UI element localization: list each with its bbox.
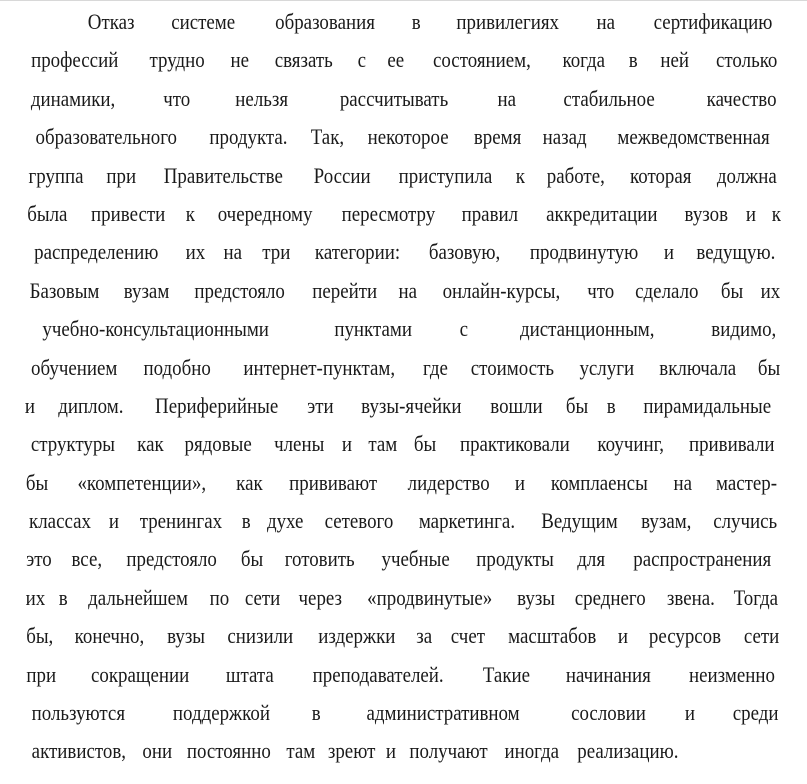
- text-line: и диплом. Периферийные эти вузы-ячейки вошли бы в пирамидальные: [24, 392, 772, 418]
- text-line: бы, конечно, вузы снизили издержки за счет масштабов и ресурсов сети: [26, 623, 779, 649]
- text-line: динамики, что нельзя рассчитывать на стабильное качество: [30, 85, 777, 111]
- text-line: их в дальнейшем по сети через «продвинутые» вузы среднего звена. Тогда: [25, 584, 779, 610]
- text-line: активистов, они постоянно там зреют и получают иногда реализацию.: [31, 738, 679, 764]
- body-paragraph: [24, 3, 782, 771]
- text-line: обучением подобно интернет-пунктам, где стоимость услуги включала бы: [31, 354, 781, 380]
- text-line: профессий трудно не связать с ее состоянием, когда в ней столько: [31, 47, 778, 73]
- text-line: Отказ системе образования в привилегиях на сертификацию: [87, 9, 773, 34]
- text-line: учебно-консультационными пунктами с дистанционным, видимо,: [42, 316, 777, 342]
- text-line: классах и тренингах в духе сетевого маркетинга. Ведущим вузам, случись: [29, 508, 777, 534]
- text-line: Базовым вузам предстояло перейти на онлайн-курсы, что сделало бы их: [29, 277, 781, 303]
- text-line: при сокращении штата преподавателей. Такие начинания неизменно: [26, 661, 775, 687]
- text-line: образовательного продукта. Так, некоторое время назад межведомственная: [35, 124, 770, 150]
- text-line: группа при Правительстве России приступила к работе, которая должна: [28, 162, 778, 188]
- text-line: пользуются поддержкой в административном сословии и среди: [31, 700, 779, 726]
- text-line: это все, предстояло бы готовить учебные продукты для распространения: [26, 546, 771, 572]
- text-line: распределению их на три категории: базовую, продвинутую и ведущую.: [34, 239, 776, 265]
- text-line: была привести к очередному пересмотру правил аккредитации вузов и к: [27, 200, 782, 226]
- text-line: структуры как рядовые члены и там бы практиковали коучинг, прививали: [30, 431, 776, 457]
- text-line: бы «компетенции», как прививают лидерство и комплаенсы на мастер-: [25, 469, 777, 495]
- document-page: [24, 3, 782, 771]
